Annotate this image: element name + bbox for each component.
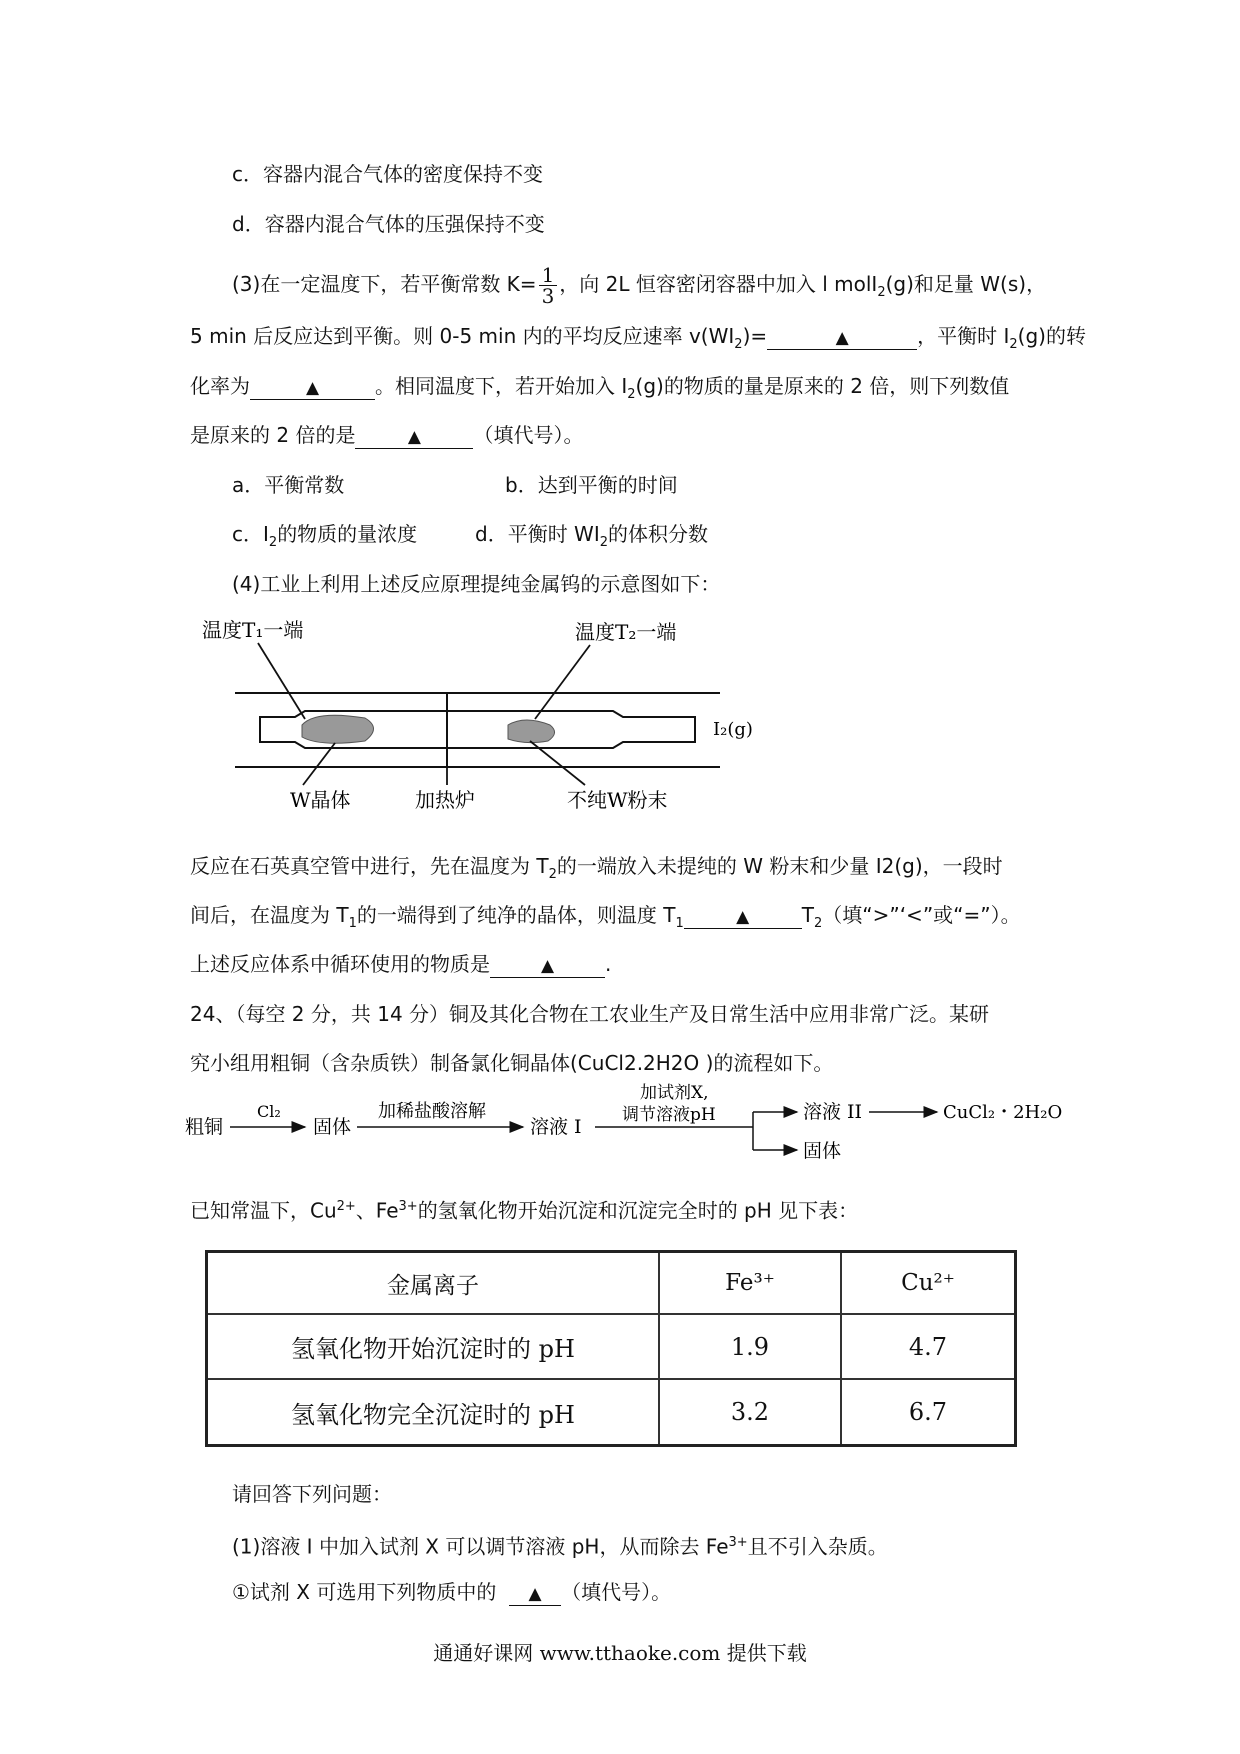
flow-crude-cu: 粗铜: [185, 1116, 224, 1138]
w-crystal-deposit: [302, 715, 374, 743]
answer-blank[interactable]: [767, 327, 917, 350]
q24-known: 已知常温下，$Cu^{2+}$、$Fe^{3+}$的氢氧化物开始沉淀和沉淀完全时的 pH 见下表：: [190, 1198, 859, 1223]
flow-solution1: 溶液 I: [530, 1116, 582, 1138]
tungsten-purification-diagram: [190, 615, 790, 815]
table-cell: 4.7: [841, 1314, 1016, 1379]
table-header-cell: 金属离子: [207, 1252, 660, 1315]
answer-mark-icon: ▲: [407, 427, 421, 447]
table-header-row: [207, 1252, 1016, 1315]
ph-table: [205, 1250, 1017, 1447]
label-w-crystal: W晶体: [290, 788, 351, 812]
t1-leader-line: [258, 643, 305, 719]
label-i2: I₂(g): [713, 719, 753, 740]
label-t1: 温度T₁一端: [202, 618, 304, 642]
q4-text2: 间后，在温度为 $T_1$的一端得到了纯净的晶体，则温度 $T_1$ ▲ $T_2$（填“>”‘<”或“=”）。: [190, 903, 1021, 931]
q3-line2: 5 min 后反应达到平衡。则 0-5 min 内的平均反应速率 $v(WI_2)=$ ▲ ，平衡时 $I_2(g)$的转: [190, 324, 1086, 352]
table-header-cell: Fe³⁺: [659, 1252, 841, 1315]
q24-line2: 究小组用粗铜（含杂质铁）制备氯化铜晶体(CuCl2.2H2O )的流程如下。: [190, 1051, 834, 1075]
flow-reagent-a: 加试剂X,: [640, 1083, 709, 1103]
table-cell: 氢氧化物完全沉淀时的 pH: [207, 1379, 660, 1445]
table-cell: 6.7: [841, 1379, 1016, 1445]
q3-line1: (3)在一定温度下，若平衡常数 K= $\frac{1}{3}$ ，向 2L 恒容密闭容器中加入 l molI$_2$(g)和足量 W(s)，: [232, 263, 1047, 308]
answer-blank[interactable]: [509, 1583, 561, 1606]
table-row: [207, 1379, 1016, 1445]
answer-prompt: 请回答下列问题：: [232, 1482, 392, 1506]
answer-blank[interactable]: [250, 377, 375, 400]
option-d: d．容器内混合气体的压强保持不变: [232, 212, 545, 236]
table-header-cell: Cu²⁺: [841, 1252, 1016, 1315]
impure-w-powder: [508, 720, 555, 743]
answer-mark-icon: ▲: [528, 1584, 542, 1604]
q3-line3: 化率为 ▲ 。相同温度下，若开始加入 $I_2(g)$的物质的量是原来的 2 倍，则下列数值: [190, 374, 1010, 402]
q3-option-a: a．平衡常数: [232, 473, 345, 497]
table-cell: 氢氧化物开始沉淀时的 pH: [207, 1314, 660, 1379]
k-fraction: $\frac{1}{3}$: [539, 265, 558, 306]
flow-solid1: 固体: [313, 1116, 352, 1138]
answer-blank[interactable]: [355, 426, 473, 449]
flow-reagent-b: 调节溶液pH: [622, 1105, 716, 1125]
flow-product: CuCl₂・2H₂O: [943, 1102, 1063, 1123]
answer-mark-icon: ▲: [540, 956, 555, 976]
flow-solution2: 溶液 II: [803, 1101, 863, 1123]
cucl2-flow-diagram: [185, 1082, 1065, 1182]
flow-solid2: 固体: [803, 1140, 842, 1162]
q4-text3: 上述反应体系中循环使用的物质是 ▲ .: [190, 952, 612, 976]
q4-intro: (4)工业上利用上述反应原理提纯金属钨的示意图如下：: [232, 572, 721, 596]
table-row: [207, 1314, 1016, 1379]
flow-cl2: Cl₂: [257, 1102, 281, 1121]
option-c: c．容器内混合气体的密度保持不变: [232, 162, 543, 186]
answer-blank[interactable]: [684, 906, 802, 929]
q24-sub1-1: ①试剂 X 可选用下列物质中的 ▲ （填代号）。: [232, 1580, 672, 1604]
label-impure-w: 不纯W粉末: [567, 788, 668, 812]
q24-line1: 24、（每空 2 分，共 14 分）铜及其化合物在工农业生产及日常生活中应用非常广泛。某研: [190, 1002, 990, 1026]
label-furnace: 加热炉: [415, 788, 475, 812]
answer-mark-icon: ▲: [305, 378, 320, 398]
t2-leader-line: [535, 645, 590, 719]
label-t2: 温度T₂一端: [575, 620, 677, 644]
q3-line4: 是原来的 2 倍的是 ▲ （填代号）。: [190, 423, 584, 447]
q24-sub1: (1)溶液 I 中加入试剂 X 可以调节溶液 pH，从而除去 $Fe^{3+}$且不引入杂质。: [232, 1534, 888, 1559]
table-cell: 1.9: [659, 1314, 841, 1379]
q3-option-d: d．平衡时 $WI_2$的体积分数: [475, 522, 709, 550]
q4-text1: 反应在石英真空管中进行，先在温度为 $T_2$的一端放入未提纯的 W 粉末和少量 I2(g)，一段时: [190, 854, 1003, 882]
q3-option-c: c．$I_2$的物质的量浓度: [232, 522, 418, 550]
answer-mark-icon: ▲: [736, 907, 750, 927]
answer-mark-icon: ▲: [835, 328, 849, 348]
answer-blank[interactable]: [490, 955, 605, 978]
page-footer: 通通好课网 www.tthaoke.com 提供下载: [433, 1641, 807, 1665]
w-crystal-leader-line: [303, 743, 335, 785]
flow-dissolve: 加稀盐酸溶解: [378, 1101, 486, 1122]
table-cell: 3.2: [659, 1379, 841, 1445]
q3-option-b: b．达到平衡的时间: [505, 473, 678, 497]
